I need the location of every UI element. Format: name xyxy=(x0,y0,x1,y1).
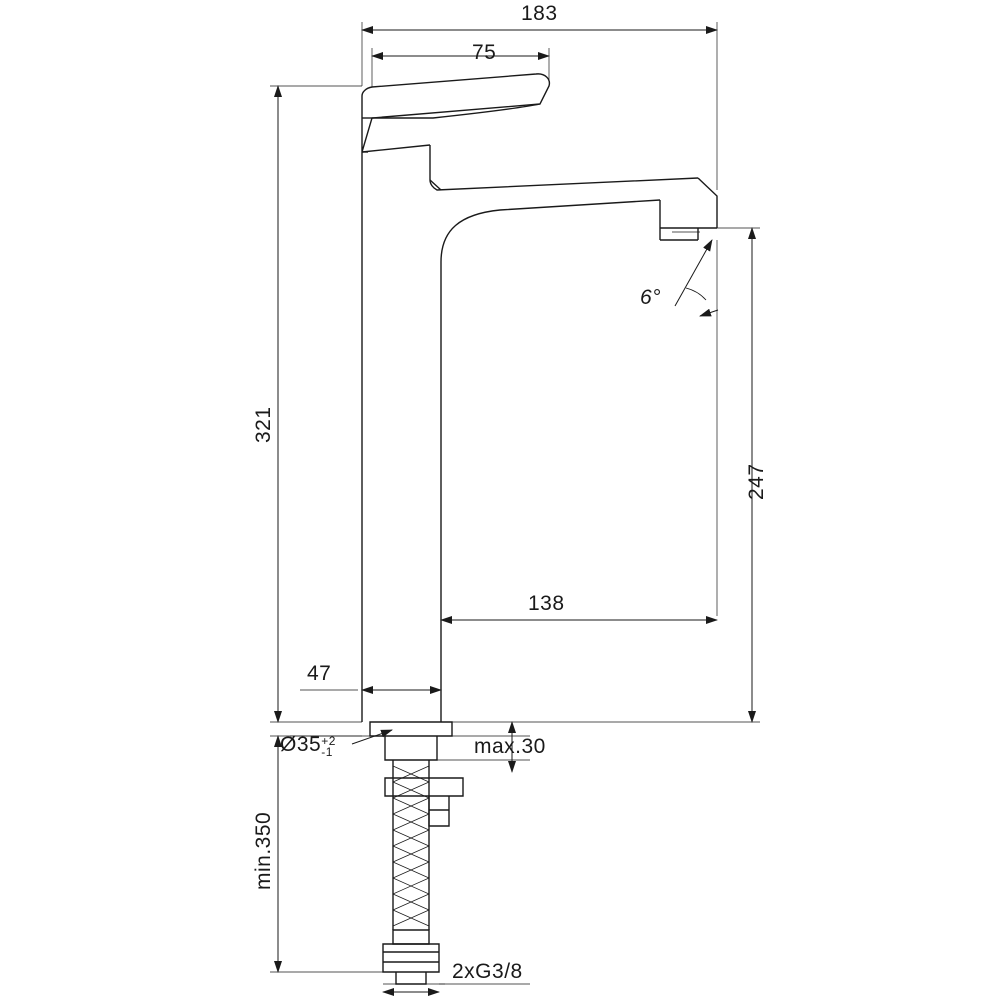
dim-overall-height: 321 xyxy=(252,406,275,443)
product-outline xyxy=(362,74,717,984)
hole-tolerance-minus: -1 xyxy=(321,745,333,760)
dim-overall-width: 183 xyxy=(521,2,558,25)
dim-connection-thread: 2xG3/8 xyxy=(452,960,523,983)
dim-max-thickness: max.30 xyxy=(474,735,546,758)
extension-lines xyxy=(270,22,760,984)
hole-tolerance xyxy=(321,734,341,760)
dim-base-offset: 47 xyxy=(307,662,332,685)
dim-handle-width: 75 xyxy=(472,41,497,64)
hole-tolerance-plus: +2 xyxy=(321,734,336,749)
dim-spout-angle: 6° xyxy=(640,286,662,309)
dim-spout-reach: 138 xyxy=(528,592,565,615)
hole-diameter-value: Ø35 xyxy=(280,733,322,756)
dim-hose-length: min.350 xyxy=(252,811,275,890)
dimension-lines xyxy=(278,30,752,992)
dim-hole-diameter xyxy=(280,733,341,760)
dim-spout-height: 247 xyxy=(745,463,768,500)
